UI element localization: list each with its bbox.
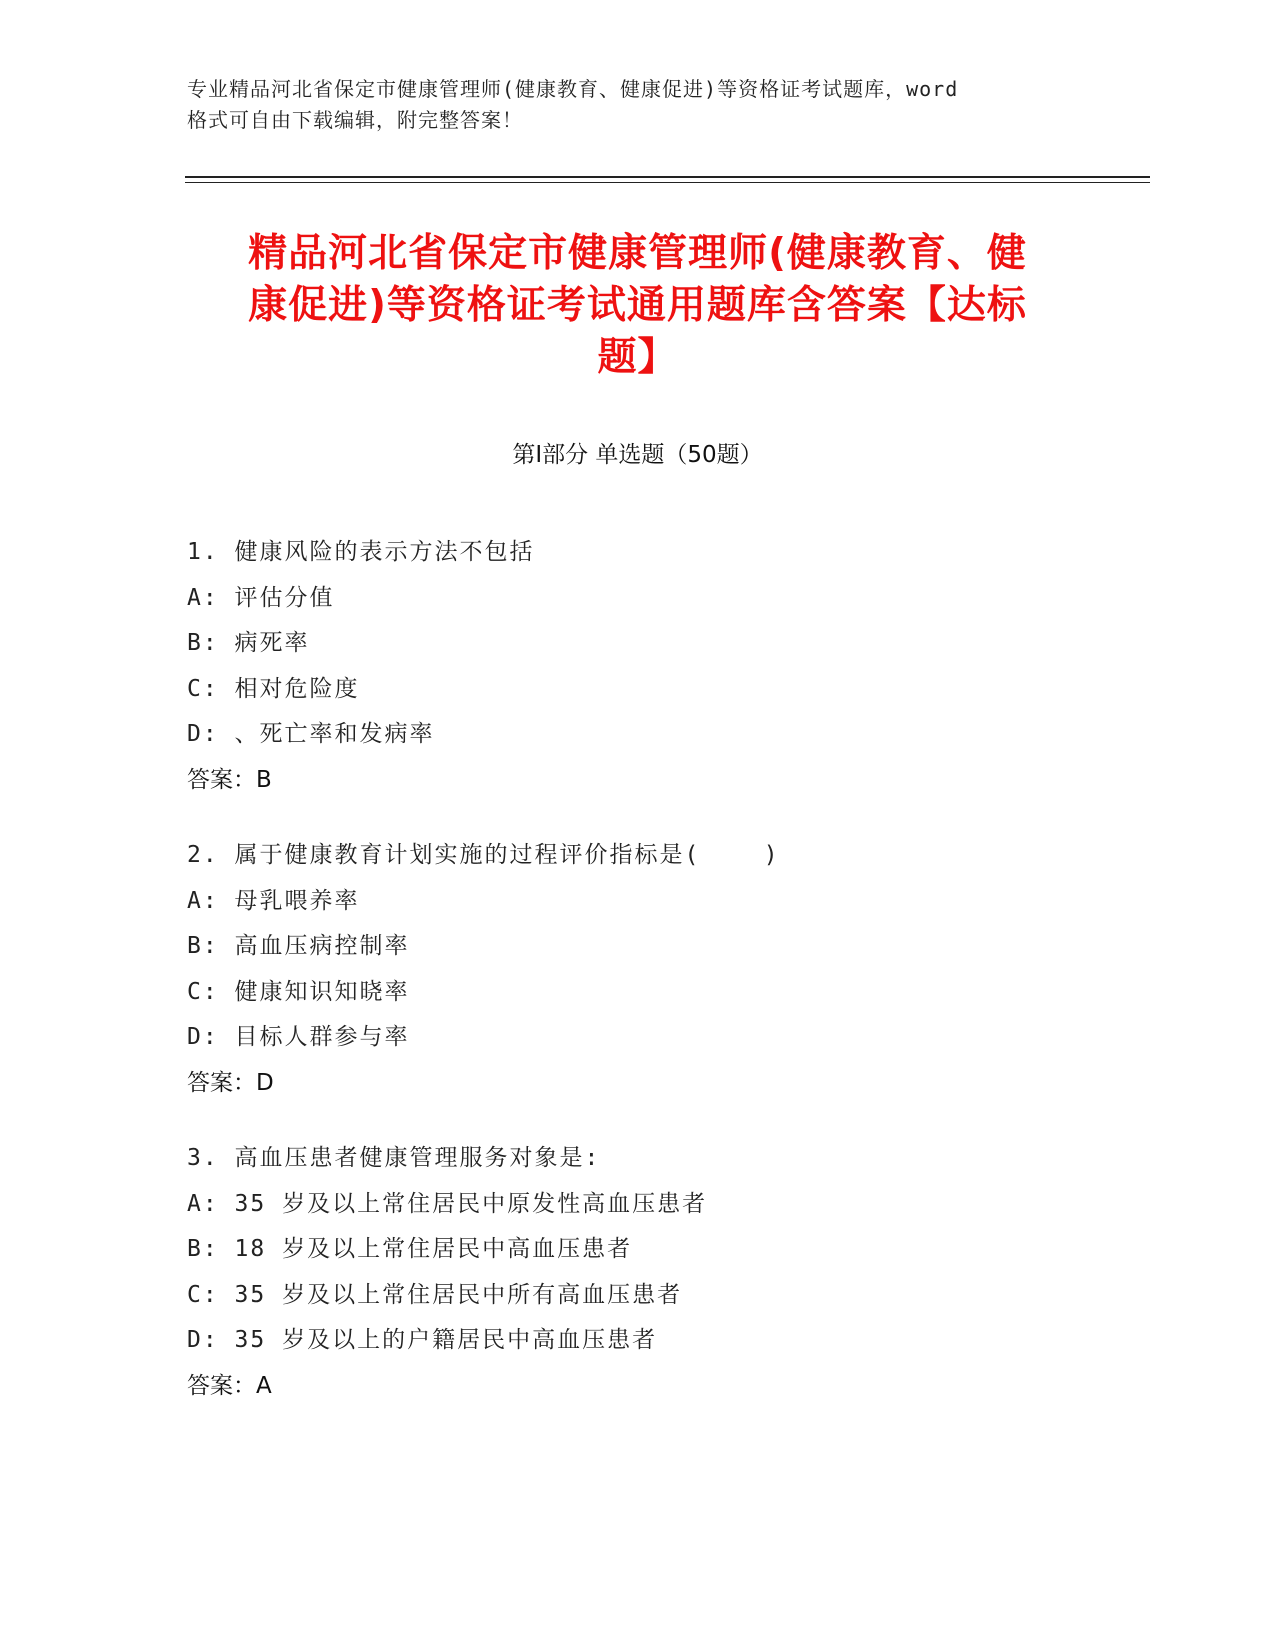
answer-line: 答案：B: [187, 766, 272, 793]
header-note: [187, 74, 1087, 136]
question-stem: 1. 健康风险的表示方法不包括: [187, 539, 535, 565]
document-title-line-1: 精品河北省保定市健康管理师(健康教育、健: [248, 231, 1027, 276]
header-rule-thick: [185, 176, 1150, 178]
option-b: B: 18 岁及以上常住居民中高血压患者: [187, 1236, 633, 1262]
question-list: [187, 530, 1087, 1439]
option-d: D: 、死亡率和发病率: [187, 721, 435, 747]
option-c: C: 健康知识知晓率: [187, 978, 410, 1005]
option-d: D: 35 岁及以上的户籍居民中高血压患者: [187, 1327, 658, 1353]
question-stem: 2. 属于健康教育计划实施的过程评价指标是( ): [187, 842, 780, 868]
option-a: A: 评估分值: [187, 584, 335, 611]
option-d: D: 目标人群参与率: [187, 1024, 410, 1050]
option-b: B: 高血压病控制率: [187, 933, 410, 959]
document-title: [185, 228, 1090, 384]
document-title-line-3: 题】: [597, 335, 678, 380]
question-stem: 3. 高血压患者健康管理服务对象是:: [187, 1145, 601, 1171]
option-b: B: 病死率: [187, 630, 310, 656]
question-item: [187, 833, 1087, 1106]
answer-line: 答案：D: [187, 1069, 274, 1096]
document-title-line-2: 康促进)等资格证考试通用题库含答案【达标: [248, 283, 1027, 328]
option-c: C: 35 岁及以上常住居民中所有高血压患者: [187, 1281, 683, 1308]
answer-line: 答案：A: [187, 1372, 272, 1399]
question-item: [187, 1136, 1087, 1409]
option-a: A: 35 岁及以上常住居民中原发性高血压患者: [187, 1190, 708, 1217]
header-rule-thin: [185, 182, 1150, 183]
question-item: [187, 530, 1087, 803]
option-a: A: 母乳喂养率: [187, 887, 360, 914]
section-title: 第Ⅰ部分 单选题（50题）: [512, 442, 763, 468]
header-note-line-2: 格式可自由下载编辑，附完整答案！: [187, 108, 523, 132]
option-c: C: 相对危险度: [187, 675, 360, 702]
header-note-line-1: 专业精品河北省保定市健康管理师(健康教育、健康促进)等资格证考试题库，word: [187, 77, 959, 101]
